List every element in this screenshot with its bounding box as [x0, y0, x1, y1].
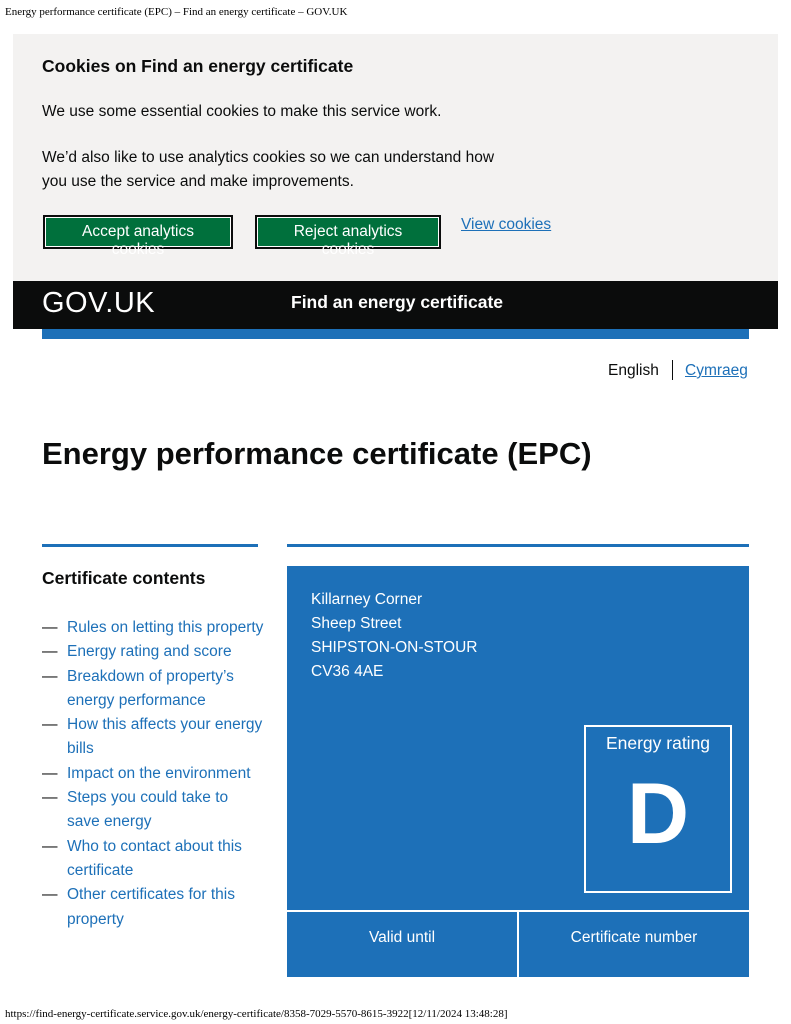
address-line: Sheep Street [311, 615, 402, 632]
contents-link-who-to-contact[interactable]: Who to contact about this certificate [67, 837, 242, 879]
site-header [13, 281, 778, 329]
language-welsh-link[interactable]: Cymraeg [685, 362, 748, 379]
govuk-logo[interactable]: GOV.UK [42, 287, 156, 319]
contents-item [42, 883, 264, 932]
dash-icon: — [42, 619, 58, 636]
contents-item [42, 616, 264, 640]
language-separator [672, 360, 673, 380]
address-line: SHIPSTON-ON-STOUR [311, 639, 478, 656]
dash-icon: — [42, 789, 58, 807]
contents-top-rule [42, 544, 258, 547]
certificate-contents-title: Certificate contents [42, 568, 206, 588]
property-address [311, 588, 478, 684]
contents-link-energy-rating[interactable]: Energy rating and score [67, 643, 232, 661]
cookie-banner-title: Cookies on Find an energy certificate [42, 56, 354, 76]
address-postcode: CV36 4AE [311, 663, 384, 680]
cookie-banner [13, 34, 778, 281]
contents-item [42, 640, 264, 664]
contents-link-breakdown[interactable]: Breakdown of property’s energy performance [67, 667, 234, 709]
print-footer-url: https://find-energy-certificate.service.gov.uk/energy-certificate/8358-7029-5570-8615-3922[12/11/2024 13:48:28] [5, 1008, 508, 1020]
contents-item [42, 762, 264, 786]
contents-link-environment[interactable]: Impact on the environment [67, 764, 251, 782]
contents-item [42, 713, 264, 762]
address-line: Killarney Corner [311, 591, 423, 608]
contents-link-other-certificates[interactable]: Other certificates for this property [67, 886, 235, 928]
certificate-contents-list [42, 616, 264, 932]
certificate-summary-box [287, 566, 749, 977]
contents-link-letting-rules[interactable]: Rules on letting this property [67, 619, 264, 636]
language-english: English [608, 362, 659, 379]
dash-icon: — [42, 764, 58, 782]
contents-link-energy-bills[interactable]: How this affects your energy bills [67, 716, 263, 758]
dash-icon: — [42, 886, 58, 904]
page-title: Energy performance certificate (EPC) [42, 436, 592, 471]
service-name-link[interactable]: Find an energy certificate [291, 292, 504, 312]
valid-until-label: Valid until [368, 929, 436, 946]
contents-item [42, 665, 264, 714]
header-blue-stripe [42, 329, 749, 339]
cookie-banner-text: We use some essential cookies to make this service work. [42, 103, 442, 120]
print-header: Energy performance certificate (EPC) – Find an energy certificate – GOV.UK [5, 6, 348, 18]
energy-rating-box [584, 725, 732, 893]
dash-icon: — [42, 667, 58, 685]
cookie-banner-analytics-text: We’d also like to use analytics cookies so we can understand how you use the service and make improvements. [42, 149, 495, 190]
accept-analytics-cookies-button[interactable]: Accept analytics cookies [43, 215, 233, 249]
dash-icon: — [42, 716, 58, 734]
dash-icon: — [42, 643, 58, 661]
energy-rating-letter: D [626, 766, 690, 862]
view-cookies-link[interactable]: View cookies [461, 216, 552, 233]
dash-icon: — [42, 837, 58, 855]
energy-rating-label: Energy rating [605, 733, 711, 753]
contents-item [42, 786, 264, 835]
certificate-top-rule [287, 544, 749, 547]
contents-link-save-energy[interactable]: Steps you could take to save energy [67, 789, 229, 831]
certificate-number-label: Certificate number [570, 929, 698, 946]
reject-analytics-cookies-button[interactable]: Reject analytics cookies [255, 215, 441, 249]
contents-item [42, 835, 264, 884]
